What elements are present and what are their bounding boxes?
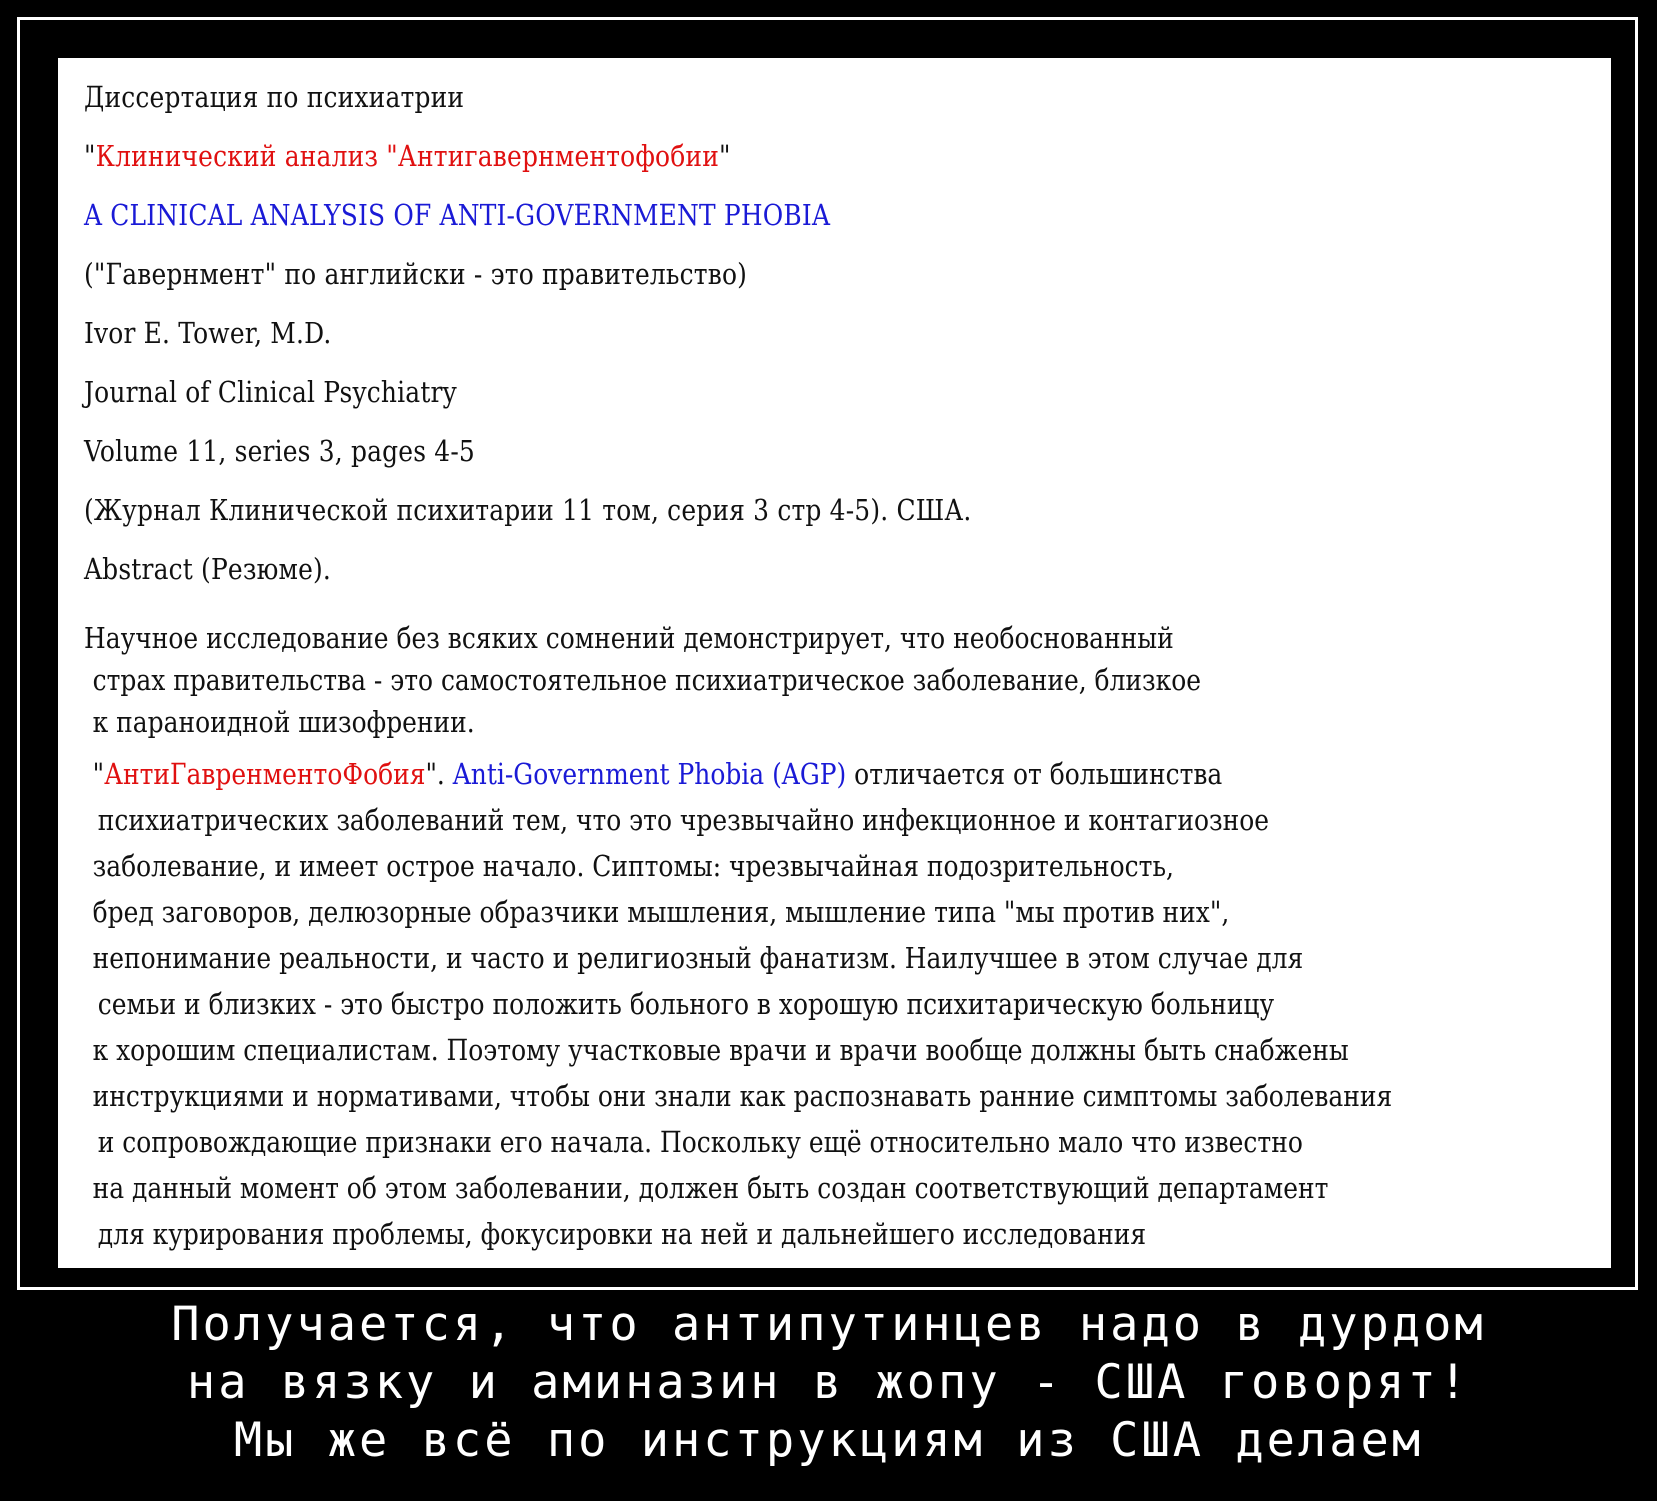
abstract-line: Научное исследование без всяких сомнений демонстрирует, что необоснованный	[84, 621, 1174, 655]
body-line: инструкциями и нормативами, чтобы они знали как распознавать ранние симптомы заболевания	[92, 1079, 1393, 1113]
caption-line: Мы же всё по инструкциям из США делаем	[233, 1413, 1424, 1468]
quote-open: "	[92, 757, 105, 791]
abstract-paragraph	[84, 617, 1460, 743]
body-line: заболевание, и имеет острое начало. Сиптомы: чрезвычайная подозрительность,	[92, 849, 1174, 883]
author: Ivor E. Tower, M.D.	[84, 316, 332, 350]
body-first-line	[84, 751, 1572, 797]
journal-name: Journal of Clinical Psychiatry	[84, 375, 457, 409]
poster-caption	[0, 1296, 1657, 1470]
abstract-line: к параноидной шизофрении.	[92, 705, 475, 739]
body-line: и сопровождающие признаки его начала. Поскольку ещё относительно мало что известно	[97, 1125, 1303, 1159]
dissertation-label: Диссертация по психиатрии	[84, 80, 465, 114]
title-quote-close: "	[719, 139, 731, 173]
abstract-line: страх правительства - это самостоятельное психиатрическое заболевание, близкое	[92, 663, 1202, 697]
title-red-text: Клинический анализ "Антигавернментофобии	[95, 139, 720, 173]
body-line: на данный момент об этом заболевании, должен быть создан соответствующий департамент	[92, 1171, 1329, 1205]
after-term: ".	[425, 757, 453, 791]
title-quote-open: "	[84, 139, 96, 173]
abstract-heading: Abstract (Резюме).	[84, 552, 332, 586]
first-line-rest: отличается от большинства	[846, 757, 1223, 791]
caption-line: Получается, что антипутинцев надо в дурдом	[171, 1297, 1486, 1352]
term-russian: АнтиГавренментоФобия	[104, 757, 426, 791]
body-line: психиатрических заболеваний тем, что это чрезвычайно инфекционное и контагиозное	[97, 803, 1270, 837]
caption-line: на вязку и аминазин в жопу - США говорят!	[186, 1355, 1471, 1410]
body-line: семьи и близких - это быстро положить больного в хорошую психитарическую больницу	[97, 987, 1275, 1021]
body-line: непонимание реальности, и часто и религиозный фанатизм. Наилучшее в этом случае для	[92, 941, 1304, 975]
english-title: A CLINICAL ANALYSIS OF ANTI-GOVERNMENT PHOBIA	[84, 198, 831, 232]
body-paragraph	[84, 751, 1572, 1257]
translation-note: ("Гавернмент" по английски - это правительство)	[84, 257, 748, 291]
journal-russian: (Журнал Клинической психитарии 11 том, серия 3 стр 4-5). США.	[84, 493, 972, 527]
document-panel	[58, 58, 1611, 1268]
journal-volume: Volume 11, series 3, pages 4-5	[84, 434, 475, 468]
russian-title	[84, 127, 1380, 186]
body-line: для курирования проблемы, фокусировки на ней и дальнейшего исследования	[97, 1217, 1147, 1251]
body-line: бред заговоров, делюзорные образчики мышления, мышление типа "мы против них",	[92, 895, 1230, 929]
term-english: Anti-Government Phobia (AGP)	[452, 757, 847, 791]
body-line: к хорошим специалистам. Поэтому участковые врачи и врачи вообще должны быть снабжены	[92, 1033, 1349, 1067]
